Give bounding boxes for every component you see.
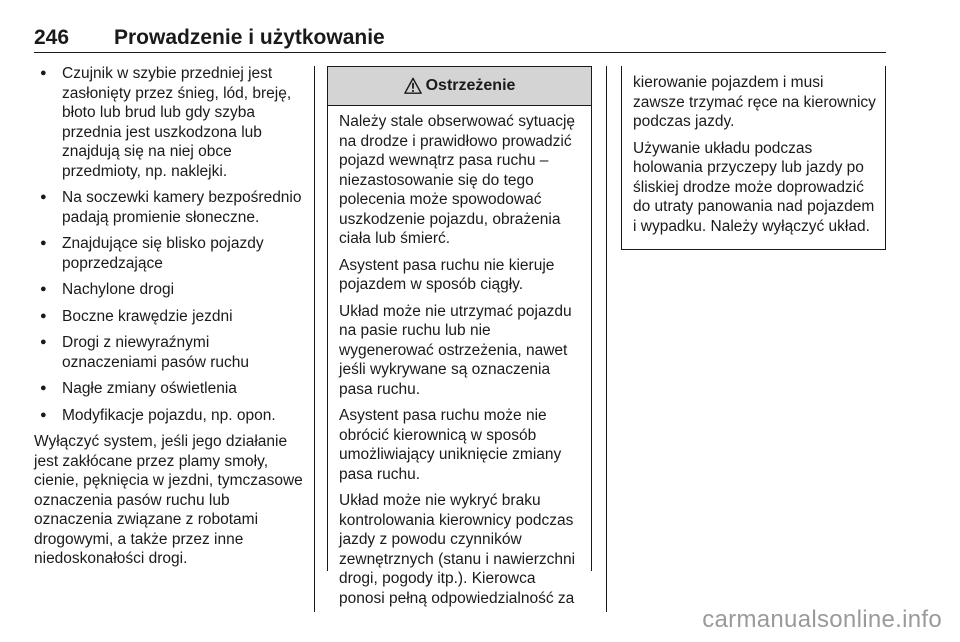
warning-paragraph: Używanie układu podczas holowania przyczepy lub jazdy po śliskiej drodze może doprowadzić do utraty panowania nad pojazdem i wypadku. Należy wyłączyć układ.	[633, 139, 875, 235]
warning-continuation-body	[622, 66, 885, 236]
warning-box	[327, 66, 592, 607]
warning-paragraph: Układ może nie wykryć braku kontrolowania kierownicy podczas jazdy z powodu czynników zewnętrznych (stanu i nawierzchni drogi, pogody itp.). Kierowca ponosi pełną odpowiedzialność za	[339, 492, 576, 607]
warning-body	[328, 106, 591, 608]
body-paragraph: Wyłączyć system, jeśli jego działanie jest zakłócane przez plamy smoły, cienie, pęknięcia w jezdni, tymczasowe oznaczenia pasów ruchu lub oznaczenia związane z robotami drogowymi, a także przez inne niedoskonałości drogi.	[34, 433, 303, 567]
header-divider	[34, 52, 886, 53]
warning-paragraph: Należy stale obserwować sytuację na drodze i prawidłowo prowadzić pojazd wewnątrz pasa ruchu – niezastosowanie się do tego polecenia może spowodować uszkodzenie pojazdu, obrażenia ciała lub śmierć.	[339, 113, 576, 247]
list-item: ● Boczne krawędzie jezdni	[34, 307, 306, 327]
watermark: carmanualsonline.info	[702, 606, 942, 633]
column-divider-right	[606, 66, 607, 612]
list-item: ● Modyfikacje pojazdu, np. opon.	[34, 406, 306, 426]
chapter-title: Prowadzenie i użytkowanie	[114, 26, 385, 49]
list-item: ● Czujnik w szybie przedniej jest zasłonięty przez śnieg, lód, breję, błoto lub brud lub gdy szyba przednia jest uszkodzona lub znajdują się na niej obce przedmioty, np. naklejki.	[34, 64, 306, 181]
warning-box-continuation	[621, 66, 886, 250]
warning-paragraph: Asystent pasa ruchu może nie obrócić kierownicą w sposób umożliwiający uniknięcie zmiany pasa ruchu.	[339, 407, 562, 483]
warning-header	[328, 67, 591, 106]
warning-paragraph: Układ może nie utrzymać pojazdu na pasie ruchu lub nie wygenerować ostrzeżenia, nawet jeśli wykrywane są oznaczenia pasa ruchu.	[339, 302, 572, 398]
warning-triangle-icon	[404, 77, 422, 95]
column-divider-left	[314, 66, 315, 612]
page-header	[34, 26, 886, 52]
list-item: ● Znajdujące się blisko pojazdy poprzedzające	[34, 234, 306, 273]
list-item: ● Drogi z niewyraźnymi oznaczeniami pasów ruchu	[34, 333, 306, 372]
warning-title: Ostrzeżenie	[425, 77, 516, 94]
left-column	[34, 64, 306, 569]
list-item: ● Nachylone drogi	[34, 280, 306, 300]
condition-list	[34, 64, 306, 425]
page-number: 246	[34, 26, 70, 49]
list-item: ● Na soczewki kamery bezpośrednio padają promienie słoneczne.	[34, 188, 306, 227]
warning-paragraph: Asystent pasa ruchu nie kieruje pojazdem w sposób ciągły.	[339, 256, 555, 293]
warning-paragraph: kierowanie pojazdem i musi zawsze trzymać ręce na kierownicy podczas jazdy.	[633, 74, 876, 130]
list-item: ● Nagłe zmiany oświetlenia	[34, 379, 306, 399]
